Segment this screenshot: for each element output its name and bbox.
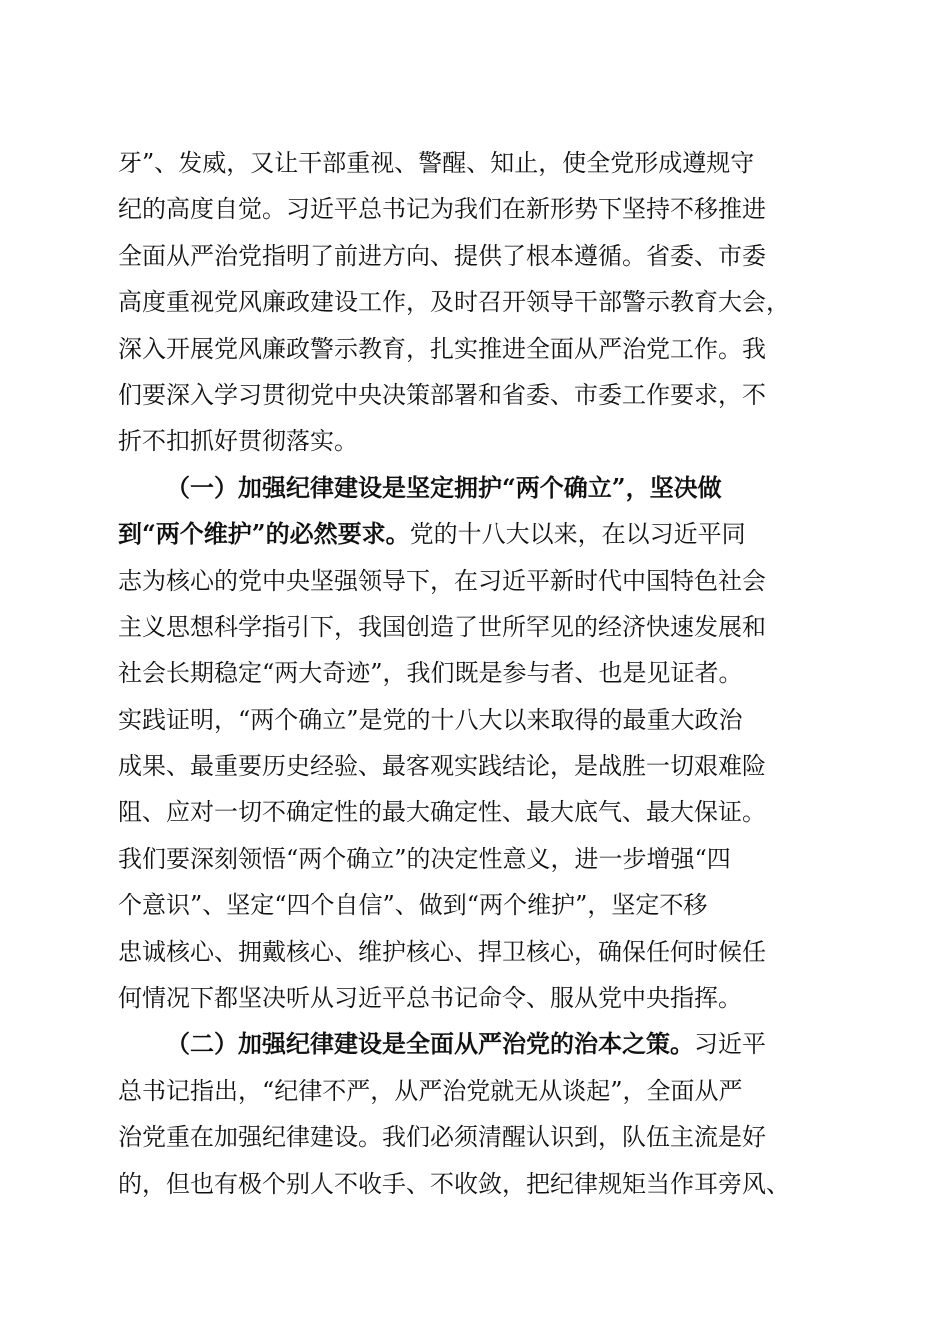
paragraph-line: 成果、最重要历史经验、最客观实践结论，是战胜一切艰难险 <box>118 752 766 781</box>
paragraph-line: 忠诚核心、拥戴核心、维护核心、捍卫核心，确保任何时候任 <box>118 937 766 966</box>
paragraph-line: 我们要深刻领悟“两个确立”的决定性意义，进一步增强“四 <box>118 844 731 873</box>
paragraph-line: 志为核心的党中央坚强领导下，在习近平新时代中国特色社会 <box>118 566 766 595</box>
paragraph-line: 实践证明，“两个确立”是党的十八大以来取得的最重大政治 <box>118 705 743 734</box>
section-heading-continued: 到“两个维护”的必然要求。 <box>118 519 410 549</box>
paragraph-line: 牙”、发威，又让干部重视、警醒、知止，使全党形成遵规守 <box>118 149 755 177</box>
paragraph-line: 总书记指出，“纪律不严，从严治党就无从谈起”，全面从严 <box>118 1076 743 1105</box>
section-heading: （一）加强纪律建设是坚定拥护“两个确立”，坚决做 <box>166 472 722 502</box>
section-heading: （二）加强纪律建设是全面从严治党的治本之策。 <box>166 1029 694 1059</box>
paragraph-line: 们要深入学习贯彻党中央决策部署和省委、市委工作要求，不 <box>118 380 766 409</box>
paragraph-line: 全面从严治党指明了前进方向、提供了根本遵循。省委、市委 <box>118 241 766 270</box>
paragraph-line: 治党重在加强纪律建设。我们必须清醒认识到，队伍主流是好 <box>118 1123 766 1152</box>
paragraph-line: 折不扣抓好贯彻落实。 <box>118 427 358 456</box>
paragraph-line: 的，但也有极个别人不收手、不收敛，把纪律规矩当作耳旁风、 <box>118 1169 790 1198</box>
paragraph-line: 高度重视党风廉政建设工作，及时召开领导干部警示教育大会， <box>118 288 790 317</box>
paragraph-line: 深入开展党风廉政警示教育，扎实推进全面从严治党工作。我 <box>118 334 766 363</box>
paragraph-line: 何情况下都坚决听从习近平总书记命令、服从党中央指挥。 <box>118 984 742 1013</box>
paragraph-text: 党的十八大以来，在以习近平同 <box>409 520 746 549</box>
body-text <box>118 140 830 1207</box>
paragraph-line: 阻、应对一切不确定性的最大确定性、最大底气、最大保证。 <box>118 798 766 827</box>
paragraph-line: 主义思想科学指引下，我国创造了世所罕见的经济快速发展和 <box>118 612 766 641</box>
paragraph-text: 习近平 <box>694 1030 766 1059</box>
paragraph-line <box>118 1021 830 1067</box>
paragraph-line: 纪的高度自觉。习近平总书记为我们在新形势下坚持不移推进 <box>118 195 766 224</box>
paragraph-line: 社会长期稳定“两大奇迹”，我们既是参与者、也是见证者。 <box>118 659 743 688</box>
paragraph-line: 个意识”、坚定“四个自信”、做到“两个维护”，坚定不移 <box>118 891 708 920</box>
paragraph-line <box>118 511 830 557</box>
